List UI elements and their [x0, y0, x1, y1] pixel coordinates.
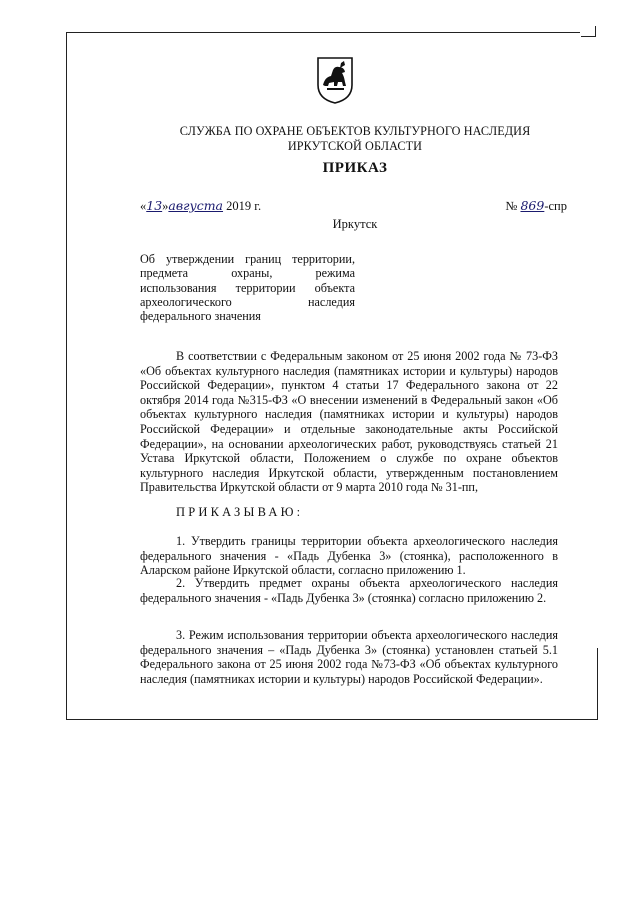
date-day: 13	[146, 198, 163, 213]
number-prefix: №	[505, 199, 518, 213]
page-frame-top	[66, 32, 580, 33]
page-frame-bottom	[66, 719, 598, 720]
document-title: ПРИКАЗ	[322, 160, 388, 176]
document-date	[140, 198, 261, 214]
corner-mark	[581, 26, 596, 37]
date-quote-open: «	[140, 199, 147, 213]
subject-line: федерального значения	[140, 309, 261, 324]
coat-of-arms-icon	[315, 55, 355, 105]
document-subject	[140, 252, 355, 323]
number-value: 869	[520, 198, 545, 213]
subject-line: археологического наследия	[140, 294, 355, 309]
date-month: августа	[168, 198, 224, 213]
date-year: 2019 г.	[226, 199, 262, 213]
document-city: Иркутск	[332, 217, 378, 231]
order-item: 3. Режим использования территории объекта археологического наследия федерального значения – «Падь Дубенка 3» (стоянка) установлен статьей 5.1 Федерального закона от 25 июня 2002 года №73-ФЗ «Об объектах культурного наследия (памятниках истории и культуры) народов Российской Федерации».	[140, 628, 558, 686]
number-suffix: -спр	[544, 199, 567, 213]
page-frame-left	[66, 32, 67, 719]
preamble-paragraph: В соответствии с Федеральным законом от 25 июня 2002 года № 73-ФЗ «Об объектах культурного наследия (памятниках истории и культуры) народов Российской Федерации», пунктом 4 статьи 17 Федерального закона от 22 октября 2014 года №315-ФЗ «О внесении изменений в Федеральный закон «Об объектах культурного наследия (памятниках истории и культуры) народов Российской Федерации» и отдельные законодательные акты Российской Федерации», на основании археологических работ, руководствуясь статьей 21 Устава Иркутской области, Положением о службе по охране объектов культурного наследия Иркутской области, утвержденным постановлением Правительства Иркутской области от 9 марта 2010 года № 31-пп,	[140, 349, 558, 495]
order-item: 1. Утвердить границы территории объекта археологического наследия федерального значения - «Падь Дубенка 3» (стоянка), расположенного в Аларском районе Иркутской области, согласно приложению 1.	[140, 534, 558, 578]
document-number	[505, 198, 567, 214]
order-item: 2. Утвердить предмет охраны объекта археологического наследия федерального значения - «Падь Дубенка 3» (стоянка) согласно приложению 2.	[140, 576, 558, 605]
subject-line: предмета охраны, режима	[140, 266, 355, 281]
subject-line: Об утверждении границ территории,	[140, 252, 355, 266]
organization-region: ИРКУТСКОЙ ОБЛАСТИ	[287, 139, 423, 153]
subject-line: использования территории объекта	[140, 280, 355, 295]
date-quote-close: »	[162, 199, 169, 213]
order-word: ПРИКАЗЫВАЮ:	[176, 505, 304, 519]
organization-name: СЛУЖБА ПО ОХРАНЕ ОБЪЕКТОВ КУЛЬТУРНОГО НАСЛЕДИЯ	[179, 124, 531, 138]
page-frame-right	[597, 648, 598, 719]
